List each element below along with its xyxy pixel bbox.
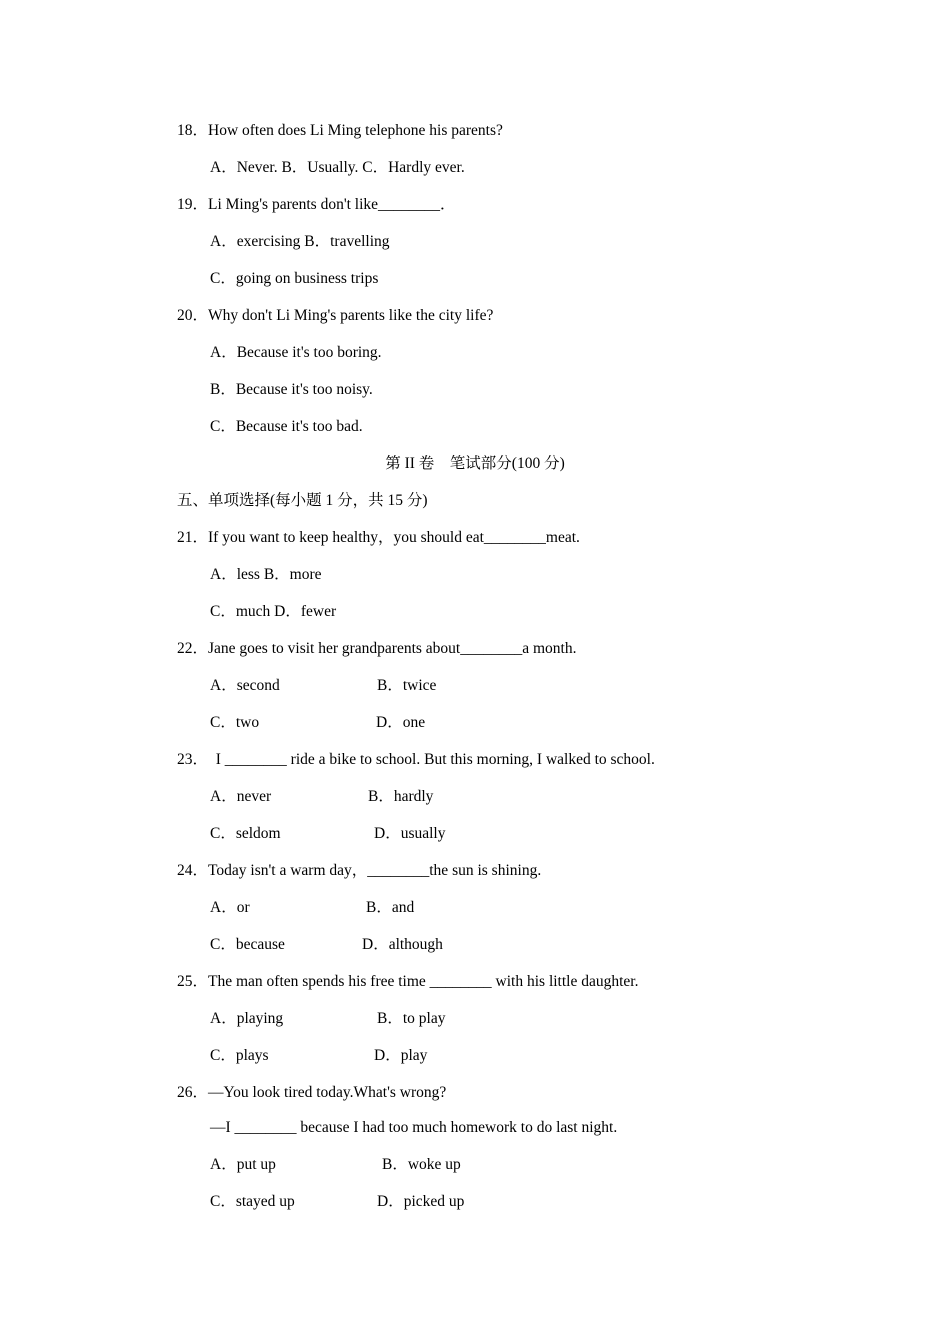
section-title: 五、单项选择(每小题 1 分，共 15 分) — [177, 492, 428, 509]
question-21: 21．If you want to keep healthy，you should eat________meat. — [177, 529, 580, 546]
option-line: B．Because it's too noisy. — [210, 381, 373, 398]
question-23: 23． I ________ ride a bike to school. But this morning, I walked to school. — [177, 751, 655, 768]
option-a: A．playing — [210, 1010, 284, 1027]
option-b: B．and — [366, 899, 415, 916]
option-line: C．much D．fewer — [210, 603, 337, 620]
option-d: D．one — [376, 714, 426, 731]
question-24: 24．Today isn't a warm day，________the sun is shining. — [177, 862, 542, 879]
option-line: C．going on business trips — [210, 270, 379, 287]
option-c: C．two — [210, 714, 260, 731]
option-a: A．never — [210, 788, 272, 805]
option-a: A．put up — [210, 1156, 276, 1173]
option-b: B．hardly — [368, 788, 434, 805]
question-26: 26．—You look tired today.What's wrong? — [177, 1084, 447, 1101]
part-title: 第 II 卷 笔试部分(100 分) — [385, 455, 565, 472]
option-line: A．Never. B．Usually. C．Hardly ever. — [210, 159, 465, 176]
question-20: 20．Why don't Li Ming's parents like the city life? — [177, 307, 494, 324]
option-d: D．picked up — [377, 1193, 465, 1210]
option-b: B．to play — [377, 1010, 446, 1027]
option-d: D．although — [362, 936, 443, 953]
question-18: 18．How often does Li Ming telephone his parents? — [177, 122, 503, 139]
option-b: B．twice — [377, 677, 437, 694]
option-c: C．plays — [210, 1047, 269, 1064]
option-a: A．or — [210, 899, 250, 916]
option-line: A．Because it's too boring. — [210, 344, 382, 361]
option-c: C．because — [210, 936, 285, 953]
question-25: 25．The man often spends his free time ________ with his little daughter. — [177, 973, 639, 990]
option-line: A．exercising B．travelling — [210, 233, 390, 250]
question-22: 22．Jane goes to visit her grandparents about________a month. — [177, 640, 577, 657]
option-line: C．Because it's too bad. — [210, 418, 363, 435]
option-a: A．second — [210, 677, 280, 694]
option-line: A．less B．more — [210, 566, 322, 583]
option-c: C．seldom — [210, 825, 281, 842]
question-19: 19．Li Ming's parents don't like________． — [177, 196, 456, 213]
dialogue-reply: —I ________ because I had too much homework to do last night. — [210, 1119, 618, 1136]
option-d: D．play — [374, 1047, 428, 1064]
option-b: B．woke up — [382, 1156, 461, 1173]
option-c: C．stayed up — [210, 1193, 295, 1210]
option-d: D．usually — [374, 825, 446, 842]
